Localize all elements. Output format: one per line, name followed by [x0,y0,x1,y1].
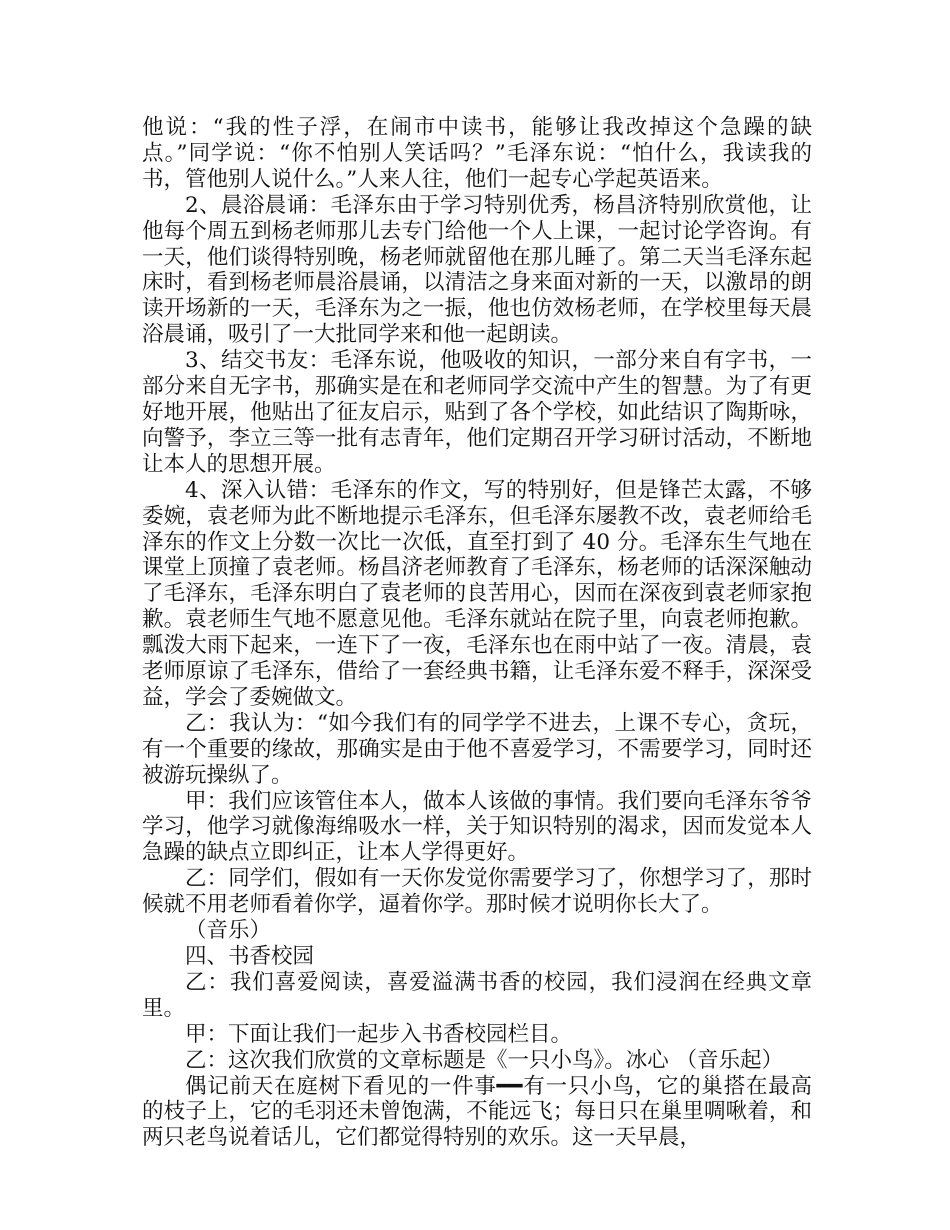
paragraph-speaker-b-3: 乙：我们喜爱阅读，喜爱溢满书香的校园，我们浸润在经典文章里。 [142,969,812,1021]
paragraph-book-friends: 3、结交书友：毛泽东说，他吸收的知识，一部分来自有字书，一部分来自无字书，那确实是在和老师同学交流中产生的智慧。为了有更好地开展，他贴出了征友启示，贴到了各个学校，如此结识了陶斯咏，向警予，李立三等一批有志青年，他们定期召开学习研讨活动，不断地让本人的思想开展。 [142,348,812,477]
paragraph-speaker-b-2: 乙：同学们，假如有一天你发觉你需要学习了，你想学习了，那时候就不用老师看着你学，逼着你学。那时候才说明你长大了。 [142,866,812,918]
paragraph-admit-mistake: 4、深入认错：毛泽东的作文，写的特别好，但是锋芒太露，不够委婉，袁老师为此不断地提示毛泽东，但毛泽东屡教不改，袁老师给毛泽东的作文上分数一次比一次低，直至打到了 40 分。毛泽东生气地在课堂上顶撞了袁老师。杨昌济老师教育了毛泽东，杨老师的话深深触动了毛泽东，毛泽东明白了袁老师的良苦用心，因而在深夜到袁老师家抱歉。袁老师生气地不愿意见他。毛泽东就站在院子里，向袁老师抱歉。瓢泼大雨下起来，一连下了一夜，毛泽东也在雨中站了一夜。清晨，袁老师原谅了毛泽东，借给了一套经典书籍，让毛泽东爱不释手，深深受益，学会了委婉做文。 [142,477,812,710]
paragraph-speaker-b-4: 乙：这次我们欣赏的文章标题是《一只小鸟》。冰心 （音乐起） [185,1047,784,1073]
paragraph-speaker-a-2: 甲：下面让我们一起步入书香校园栏目。 [185,1021,573,1047]
paragraph-speaker-a-1: 甲：我们应该管住本人，做本人该做的事情。我们要向毛泽东爷爷学习，他学习就像海绵吸水一样，关于知识特别的渴求，因而发觉本人急躁的缺点立即纠正，让本人学得更好。 [142,788,812,866]
section-heading-book-campus: 四、书香校园 [185,944,315,969]
paragraph-morning-reading: 2、晨浴晨诵：毛泽东由于学习特别优秀，杨昌济特别欣赏他，让他每个周五到杨老师那儿去专门给他一个人上课，一起讨论学咨询。有一天，他们谈得特别晚，杨老师就留他在那儿睡了。第二天当毛泽东起床时，看到杨老师晨浴晨诵，以清洁之身来面对新的一天，以激昂的朗读开场新的一天，毛泽东为之一振，他也仿效杨老师，在学校里每天晨浴晨诵，吸引了一大批同学来和他一起朗读。 [142,192,812,348]
paragraph-music-cue: （音乐） [185,918,272,944]
paragraph-continuation: 他说：“我的性子浮，在闹市中读书，能够让我改掉这个急躁的缺点。”同学说：“你不怕别人笑话吗？”毛泽东说：“怕什么，我读我的书，管他别人说什么。”人来人往，他们一起专心学起英语来。 [142,115,812,192]
paragraph-speaker-b-1: 乙：我认为：“如今我们有的同学学不进去，上课不专心，贪玩，有一个重要的缘故，那确实是由于他不喜爱学习，不需要学习，同时还被游玩操纵了。 [142,710,812,788]
paragraph-story-excerpt: 偶记前天在庭树下看见的一件事━━有一只小鸟，它的巢搭在最高的枝子上，它的毛羽还未曾饱满，不能远飞；每日只在巢里啁啾着，和两只老鸟说着话儿，它们都觉得特别的欢乐。这一天早晨， [142,1073,812,1151]
document-body [142,115,812,1151]
